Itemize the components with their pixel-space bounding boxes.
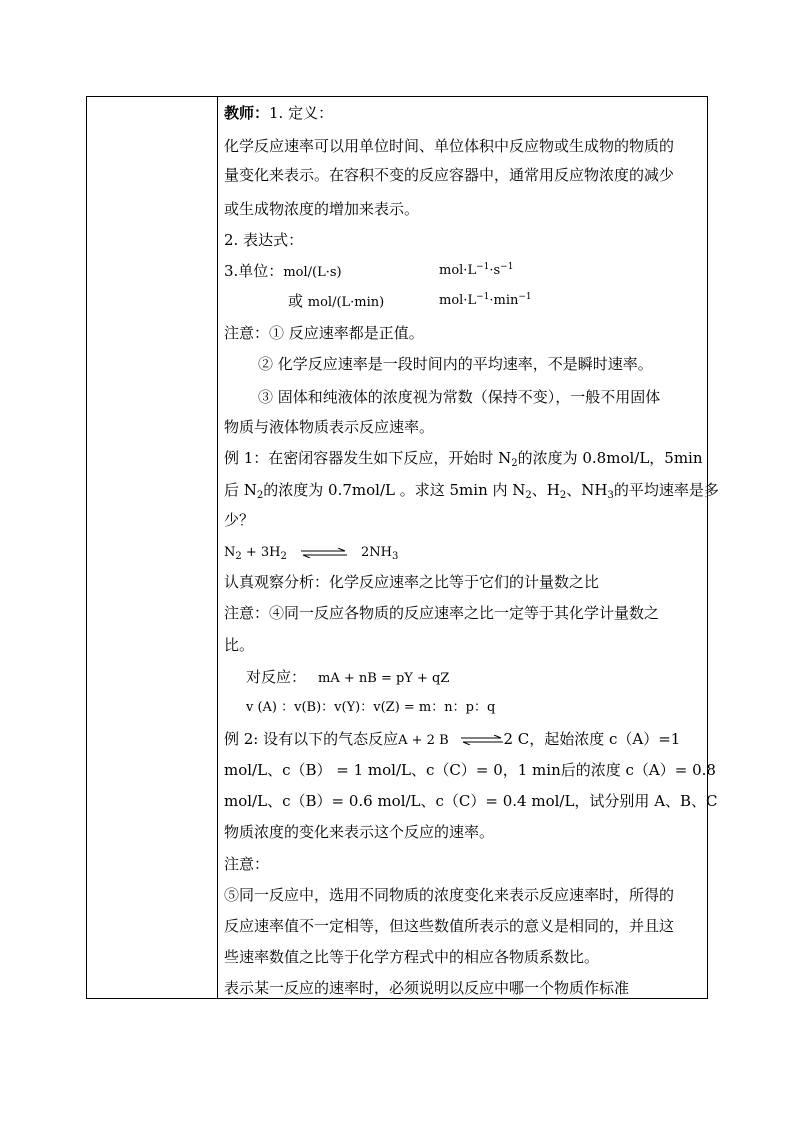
observation: 认真观察分析：化学反应速率之比等于它们的计量数之比	[224, 573, 600, 591]
definition-line-1: 化学反应速率可以用单位时间、单位体积中反应物或生成物的物质的	[224, 137, 675, 155]
note-label: 注意：	[224, 855, 270, 873]
note-1: 注意：① 反应速率都是正值。	[224, 324, 424, 342]
definition-line-2: 量变化来表示。在容积不变的反应容器中，通常用反应物浓度的减少	[224, 166, 675, 184]
note-3-line-1: ③ 固体和纯液体的浓度视为常数（保持不变），一般不用固体	[258, 388, 661, 406]
example-2-line-1: 例 2: 设有以下的气态反应A + 2 B 2 C，起始浓度 c（A）=1	[224, 730, 681, 748]
equilibrium-arrow-icon	[461, 735, 503, 745]
example-1-line-1: 例 1：在密闭容器发生如下反应，开始时 $N_2$的浓度为 0.8mol/L，5min	[224, 449, 703, 469]
reaction-equation: $N_2 + 3H_2$ $2NH_3$	[224, 545, 399, 562]
lesson-table	[86, 96, 719, 999]
example-2-line-4: 物质浓度的变化来表示这个反应的速率。	[224, 823, 495, 841]
expression-heading: 2. 表达式：	[224, 231, 304, 249]
definition-heading: 教师：1. 定义：	[224, 104, 334, 122]
note-3-line-2: 物质与液体物质表示反应速率。	[224, 418, 435, 436]
unit-line-1: 3.单位：mol/(L·s)	[224, 262, 342, 280]
unit-line-2-alt: $mol\cdot L^{-1}\cdot\min^{-1}$	[439, 292, 532, 308]
general-reaction: 对反应： mA + nB = pY + qZ	[246, 668, 450, 686]
note-4-line-2: 比。	[224, 636, 255, 654]
note-2: ② 化学反应速率是一段时间内的平均速率，不是瞬时速率。	[258, 355, 653, 373]
example-1-line-3: 少？	[224, 511, 255, 529]
example-1-line-2: 后 $N_2$的浓度为 0.7mol/L 。求这 5min 内 $N_2$、$H_2$、$NH_3$的平均速率是多	[224, 481, 719, 501]
unit-line-1-alt: $mol\cdot L^{-1}\cdot s^{-1}$	[439, 262, 514, 278]
note-5-line-1: ⑤同一反应中，选用不同物质的浓度变化来表示反应速率时，所得的	[224, 886, 675, 904]
note-4-line-1: 注意：④同一反应各物质的反应速率之比一定等于其化学计量数之	[224, 604, 660, 622]
closing-line: 表示某一反应的速率时，必须说明以反应中哪一个物质作标准	[224, 979, 630, 997]
example-2-line-2: mol/L、c（B） = 1 mol/L、c（C）= 0，1 min后的浓度 c（A）= 0.8	[224, 761, 716, 779]
note-5-line-2: 反应速率值不一定相等，但这些数值所表示的意义是相同的，并且这	[224, 917, 675, 935]
column-divider	[217, 97, 218, 998]
unit-line-2: 或 mol/(L·min)	[288, 292, 385, 310]
rate-ratio: v (A) ：v(B)：v(Y)：v(Z) = m：n：p：q	[246, 700, 496, 715]
note-5-line-3: 些速率数值之比等于化学方程式中的相应各物质系数比。	[224, 948, 600, 966]
definition-line-3: 或生成物浓度的增加来表示。	[224, 200, 420, 218]
equilibrium-arrow-icon	[301, 548, 347, 558]
example-2-line-3: mol/L、c（B）= 0.6 mol/L、c（C）= 0.4 mol/L，试分别用 A、B、C	[224, 792, 718, 810]
